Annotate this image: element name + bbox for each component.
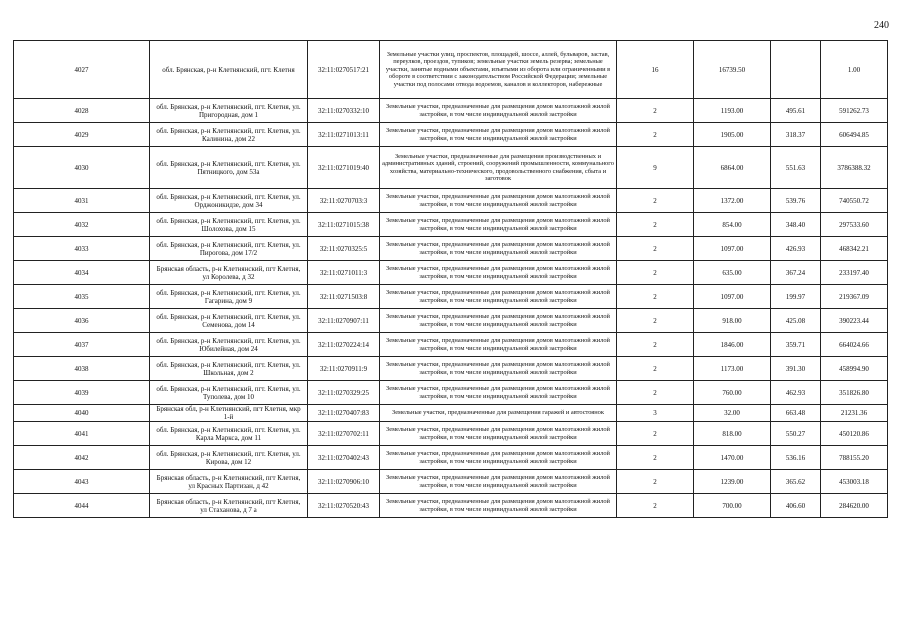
area-cell: 1097.00 — [694, 285, 771, 309]
cadastral-number-cell: 32:11:0271011:3 — [308, 261, 380, 285]
land-use-description-cell: Земельные участки, предназначенные для размещения домов малоэтажной жилой застройки, в том числе индивидуальной жилой застройки — [380, 213, 617, 237]
address-cell: обл. Брянская, р-н Клетнянский, пгт. Клетня, ул. Гагарина, дом 9 — [150, 285, 308, 309]
land-use-group-cell: 2 — [617, 189, 694, 213]
address-cell: Брянская область, р-н Клетнянский, пгт Клетня, ул Стаханова, д 7 а — [150, 494, 308, 518]
address-cell: обл. Брянская, р-н Клетнянский, пгт. Клетня, ул. Пригородная, дом 1 — [150, 99, 308, 123]
cadastral-value-cell: 390223.44 — [821, 309, 888, 333]
cadastral-value-table — [13, 40, 888, 518]
row-number-cell: 4030 — [14, 147, 150, 189]
land-use-group-cell: 2 — [617, 381, 694, 405]
row-number-cell: 4038 — [14, 357, 150, 381]
specific-value-cell: 462.93 — [771, 381, 821, 405]
specific-value-cell: 359.71 — [771, 333, 821, 357]
land-use-description-cell: Земельные участки, предназначенные для размещения домов малоэтажной жилой застройки, в том числе индивидуальной жилой застройки — [380, 470, 617, 494]
area-cell: 760.00 — [694, 381, 771, 405]
address-cell: обл. Брянская, р-н Клетнянский, пгт. Клетня, ул. Туполева, дом 10 — [150, 381, 308, 405]
table-row — [14, 381, 888, 405]
land-use-description-cell: Земельные участки, предназначенные для размещения домов малоэтажной жилой застройки, в том числе индивидуальной жилой застройки — [380, 309, 617, 333]
table-row — [14, 189, 888, 213]
row-number-cell: 4031 — [14, 189, 150, 213]
table-row — [14, 261, 888, 285]
cadastral-number-cell: 32:11:0270906:10 — [308, 470, 380, 494]
area-cell: 1372.00 — [694, 189, 771, 213]
specific-value-cell: 318.37 — [771, 123, 821, 147]
cadastral-number-cell: 32:11:0271503:8 — [308, 285, 380, 309]
area-cell: 1097.00 — [694, 237, 771, 261]
specific-value-cell: 551.63 — [771, 147, 821, 189]
land-use-description-cell: Земельные участки, предназначенные для размещения домов малоэтажной жилой застройки, в том числе индивидуальной жилой застройки — [380, 357, 617, 381]
table-row — [14, 494, 888, 518]
specific-value-cell: 536.16 — [771, 446, 821, 470]
address-cell: Брянская обл, р-н Клетнянский, пгт Клетня, мкр 1-й — [150, 405, 308, 422]
cadastral-number-cell: 32:11:0270907:11 — [308, 309, 380, 333]
cadastral-number-cell: 32:11:0271019:40 — [308, 147, 380, 189]
cadastral-value-cell: 297533.60 — [821, 213, 888, 237]
table-row — [14, 213, 888, 237]
address-cell: обл. Брянская, р-н Клетнянский, пгт. Клетня, ул. Юбилейная, дом 24 — [150, 333, 308, 357]
row-number-cell: 4043 — [14, 470, 150, 494]
address-cell: обл. Брянская, р-н Клетнянский, пгт. Клетня, ул. Пирогова, дом 17/2 — [150, 237, 308, 261]
land-use-description-cell: Земельные участки, предназначенные для размещения домов малоэтажной жилой застройки, в том числе индивидуальной жилой застройки — [380, 494, 617, 518]
cadastral-value-cell: 458994.90 — [821, 357, 888, 381]
cadastral-value-cell: 664024.66 — [821, 333, 888, 357]
cadastral-value-cell: 21231.36 — [821, 405, 888, 422]
specific-value-cell: 348.40 — [771, 213, 821, 237]
area-cell: 16739.50 — [694, 41, 771, 99]
specific-value-cell: 550.27 — [771, 422, 821, 446]
area-cell: 1173.00 — [694, 357, 771, 381]
cadastral-value-cell: 3786388.32 — [821, 147, 888, 189]
area-cell: 854.00 — [694, 213, 771, 237]
land-use-group-cell: 2 — [617, 123, 694, 147]
page-number: 240 — [874, 20, 889, 31]
cadastral-number-cell: 32:11:0270407:83 — [308, 405, 380, 422]
land-use-description-cell: Земельные участки улиц, проспектов, площадей, шоссе, аллей, бульваров, застав, переулков, проездов, тупиков; земельные участки земель резерва; земельные участки, занятые водными объектами, изъятыми из оборота или ограниченными в обороте в соответствии с законодательством Российской Федерации; земельные участки под полосами отвода водоемов, каналов и коллекторов, набережные — [380, 41, 617, 99]
land-use-description-cell: Земельные участки, предназначенные для размещения домов малоэтажной жилой застройки, в том числе индивидуальной жилой застройки — [380, 422, 617, 446]
row-number-cell: 4042 — [14, 446, 150, 470]
row-number-cell: 4028 — [14, 99, 150, 123]
area-cell: 818.00 — [694, 422, 771, 446]
cadastral-value-cell: 468342.21 — [821, 237, 888, 261]
cadastral-value-cell: 453003.18 — [821, 470, 888, 494]
cadastral-number-cell: 32:11:0271015:38 — [308, 213, 380, 237]
area-cell: 1905.00 — [694, 123, 771, 147]
table-row — [14, 422, 888, 446]
row-number-cell: 4040 — [14, 405, 150, 422]
table-body — [14, 41, 888, 518]
land-use-group-cell: 16 — [617, 41, 694, 99]
specific-value-cell: 495.61 — [771, 99, 821, 123]
land-use-description-cell: Земельные участки, предназначенные для размещения домов малоэтажной жилой застройки, в том числе индивидуальной жилой застройки — [380, 285, 617, 309]
land-use-group-cell: 2 — [617, 357, 694, 381]
area-cell: 1193.00 — [694, 99, 771, 123]
land-use-description-cell: Земельные участки, предназначенные для размещения производственных и административных зданий, строений, сооружений промышленности, коммунального хозяйства, материально-технического, продовольственного снабжения, сбыта и заготовок — [380, 147, 617, 189]
address-cell: Брянская область, р-н Клетнянский, пгт Клетня, ул Королева, д 32 — [150, 261, 308, 285]
table-row — [14, 99, 888, 123]
table-row — [14, 405, 888, 422]
cadastral-value-cell: 219367.09 — [821, 285, 888, 309]
cadastral-number-cell: 32:11:0270224:14 — [308, 333, 380, 357]
row-number-cell: 4036 — [14, 309, 150, 333]
specific-value-cell: 199.97 — [771, 285, 821, 309]
specific-value-cell: 367.24 — [771, 261, 821, 285]
land-use-group-cell: 2 — [617, 285, 694, 309]
area-cell: 700.00 — [694, 494, 771, 518]
land-use-description-cell: Земельные участки, предназначенные для размещения домов малоэтажной жилой застройки, в том числе индивидуальной жилой застройки — [380, 381, 617, 405]
address-cell: обл. Брянская, р-н Клетнянский, пгт. Клетня, ул. Калинина, дом 22 — [150, 123, 308, 147]
cadastral-number-cell: 32:11:0270520:43 — [308, 494, 380, 518]
land-use-group-cell: 3 — [617, 405, 694, 422]
table-row — [14, 285, 888, 309]
land-use-description-cell: Земельные участки, предназначенные для размещения домов малоэтажной жилой застройки, в том числе индивидуальной жилой застройки — [380, 123, 617, 147]
land-use-description-cell: Земельные участки, предназначенные для размещения гаражей и автостоянок — [380, 405, 617, 422]
land-use-description-cell: Земельные участки, предназначенные для размещения домов малоэтажной жилой застройки, в том числе индивидуальной жилой застройки — [380, 446, 617, 470]
specific-value-cell — [771, 41, 821, 99]
land-use-group-cell: 2 — [617, 446, 694, 470]
specific-value-cell: 425.08 — [771, 309, 821, 333]
area-cell: 32.00 — [694, 405, 771, 422]
address-cell: обл. Брянская, р-н Клетнянский, пгт. Клетня, ул. Школьная, дом 2 — [150, 357, 308, 381]
land-use-group-cell: 2 — [617, 333, 694, 357]
cadastral-number-cell: 32:11:0271013:11 — [308, 123, 380, 147]
cadastral-number-cell: 32:11:0270329:25 — [308, 381, 380, 405]
specific-value-cell: 406.60 — [771, 494, 821, 518]
cadastral-number-cell: 32:11:0270325:5 — [308, 237, 380, 261]
cadastral-value-cell: 351826.80 — [821, 381, 888, 405]
land-use-description-cell: Земельные участки, предназначенные для размещения домов малоэтажной жилой застройки, в том числе индивидуальной жилой застройки — [380, 189, 617, 213]
land-use-group-cell: 2 — [617, 99, 694, 123]
cadastral-value-cell: 606494.85 — [821, 123, 888, 147]
row-number-cell: 4039 — [14, 381, 150, 405]
row-number-cell: 4027 — [14, 41, 150, 99]
cadastral-value-cell: 233197.40 — [821, 261, 888, 285]
area-cell: 1846.00 — [694, 333, 771, 357]
cadastral-number-cell: 32:11:0270703:3 — [308, 189, 380, 213]
table-row — [14, 309, 888, 333]
land-use-group-cell: 9 — [617, 147, 694, 189]
specific-value-cell: 391.30 — [771, 357, 821, 381]
land-use-description-cell: Земельные участки, предназначенные для размещения домов малоэтажной жилой застройки, в том числе индивидуальной жилой застройки — [380, 261, 617, 285]
land-use-description-cell: Земельные участки, предназначенные для размещения домов малоэтажной жилой застройки, в том числе индивидуальной жилой застройки — [380, 237, 617, 261]
land-use-group-cell: 2 — [617, 422, 694, 446]
table-row — [14, 357, 888, 381]
land-use-description-cell: Земельные участки, предназначенные для размещения домов малоэтажной жилой застройки, в том числе индивидуальной жилой застройки — [380, 99, 617, 123]
row-number-cell: 4032 — [14, 213, 150, 237]
table-row — [14, 470, 888, 494]
land-use-group-cell: 2 — [617, 470, 694, 494]
cadastral-number-cell: 32:11:0270332:10 — [308, 99, 380, 123]
land-use-description-cell: Земельные участки, предназначенные для размещения домов малоэтажной жилой застройки, в том числе индивидуальной жилой застройки — [380, 333, 617, 357]
address-cell: обл. Брянская, р-н Клетнянский, пгт. Клетня, ул. Семенова, дом 14 — [150, 309, 308, 333]
address-cell: обл. Брянская, р-н Клетнянский, пгт. Клетня, ул. Шолохова, дом 15 — [150, 213, 308, 237]
address-cell: Брянская область, р-н Клетнянский, пгт Клетня, ул Красных Партизан, д 42 — [150, 470, 308, 494]
area-cell: 635.00 — [694, 261, 771, 285]
cadastral-number-cell: 32:11:0270517:21 — [308, 41, 380, 99]
cadastral-value-cell: 740550.72 — [821, 189, 888, 213]
row-number-cell: 4037 — [14, 333, 150, 357]
row-number-cell: 4033 — [14, 237, 150, 261]
specific-value-cell: 365.62 — [771, 470, 821, 494]
area-cell: 1470.00 — [694, 446, 771, 470]
table-row — [14, 237, 888, 261]
specific-value-cell: 539.76 — [771, 189, 821, 213]
specific-value-cell: 426.93 — [771, 237, 821, 261]
cadastral-value-cell: 284620.00 — [821, 494, 888, 518]
cadastral-value-cell: 591262.73 — [821, 99, 888, 123]
row-number-cell: 4034 — [14, 261, 150, 285]
table-row — [14, 333, 888, 357]
cadastral-number-cell: 32:11:0270402:43 — [308, 446, 380, 470]
cadastral-number-cell: 32:11:0270702:11 — [308, 422, 380, 446]
land-use-group-cell: 2 — [617, 494, 694, 518]
row-number-cell: 4044 — [14, 494, 150, 518]
table-row — [14, 123, 888, 147]
cadastral-value-cell: 1.00 — [821, 41, 888, 99]
land-use-group-cell: 2 — [617, 261, 694, 285]
cadastral-number-cell: 32:11:0270911:9 — [308, 357, 380, 381]
area-cell: 918.00 — [694, 309, 771, 333]
address-cell: обл. Брянская, р-н Клетнянский, пгт. Клетня, ул. Кирова, дом 12 — [150, 446, 308, 470]
address-cell: обл. Брянская, р-н Клетнянский, пгт. Клетня, ул. Орджоникидзе, дом 34 — [150, 189, 308, 213]
row-number-cell: 4035 — [14, 285, 150, 309]
row-number-cell: 4029 — [14, 123, 150, 147]
specific-value-cell: 663.48 — [771, 405, 821, 422]
area-cell: 6864.00 — [694, 147, 771, 189]
area-cell: 1239.00 — [694, 470, 771, 494]
address-cell: обл. Брянская, р-н Клетнянский, пгт. Клетня, ул. Пятницкого, дом 53а — [150, 147, 308, 189]
table-row — [14, 41, 888, 99]
table-row — [14, 147, 888, 189]
address-cell: обл. Брянская, р-н Клетнянский, пгт. Клетня, ул. Карла Маркса, дом 11 — [150, 422, 308, 446]
land-use-group-cell: 2 — [617, 309, 694, 333]
row-number-cell: 4041 — [14, 422, 150, 446]
table-row — [14, 446, 888, 470]
cadastral-value-cell: 788155.20 — [821, 446, 888, 470]
land-use-group-cell: 2 — [617, 237, 694, 261]
address-cell: обл. Брянская, р-н Клетнянский, пгт. Клетня — [150, 41, 308, 99]
land-use-group-cell: 2 — [617, 213, 694, 237]
cadastral-value-cell: 450120.86 — [821, 422, 888, 446]
